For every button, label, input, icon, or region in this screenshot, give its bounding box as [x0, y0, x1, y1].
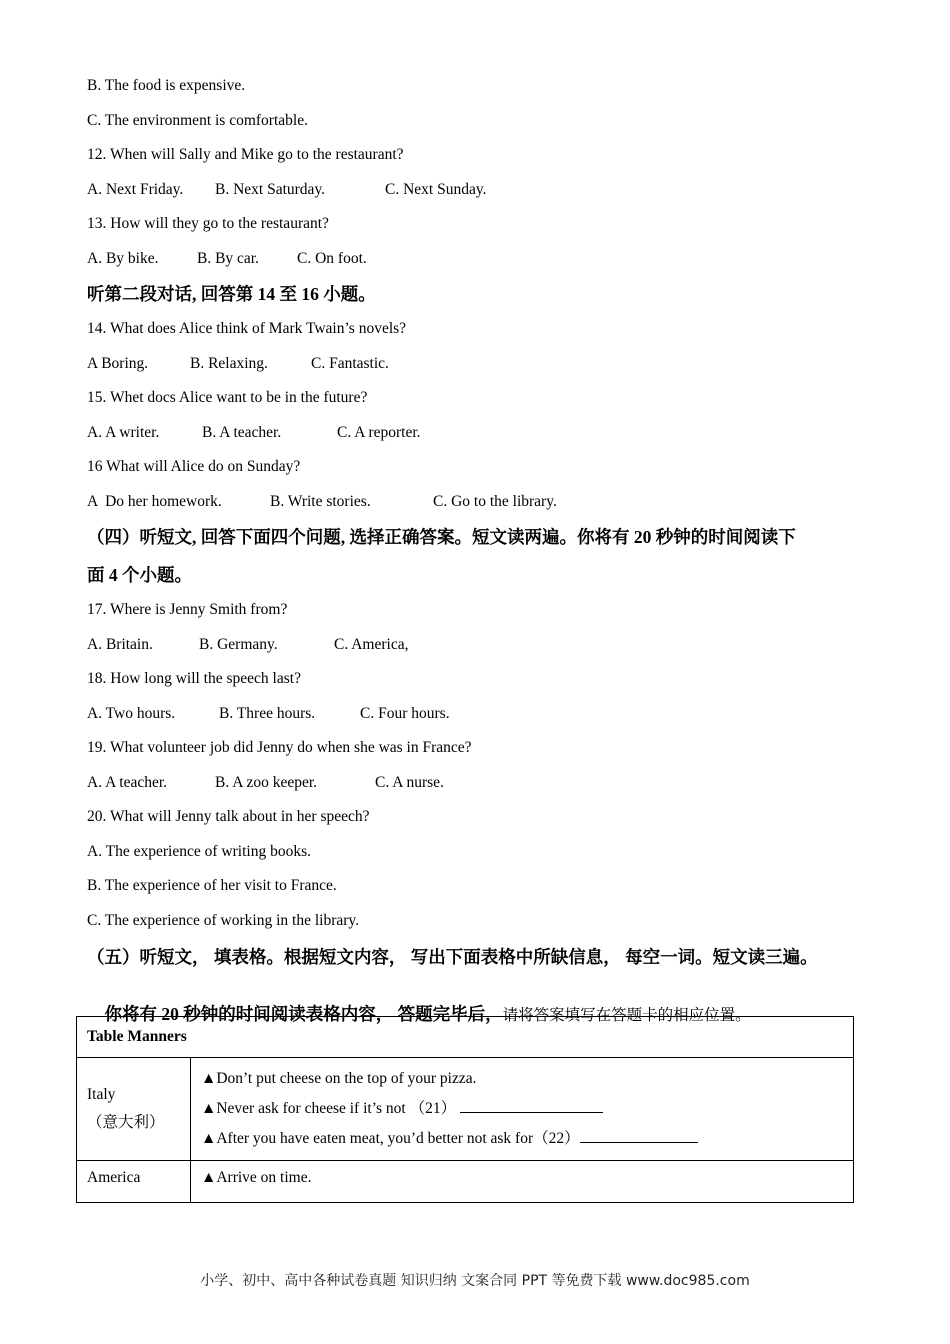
question-20: 20. What will Jenny talk about in her speech? — [87, 808, 370, 825]
rule-line: ▲Don’t put cheese on the top of your pizza. — [201, 1070, 477, 1087]
question-12: 12. When will Sally and Mike go to the restaurant? — [87, 146, 404, 163]
question-13: 13. How will they go to the restaurant? — [87, 215, 329, 232]
country-cell — [77, 1058, 191, 1161]
country-name: Italy — [87, 1086, 116, 1103]
option-a: A Boring. — [87, 355, 149, 372]
question-15: 15. Whet docs Alice want to be in the future? — [87, 389, 368, 406]
question-19: 19. What volunteer job did Jenny do when she was in France? — [87, 739, 472, 756]
option-a: A. A teacher. — [87, 774, 168, 791]
blank-22[interactable] — [580, 1128, 698, 1143]
question-17: 17. Where is Jenny Smith from? — [87, 601, 288, 618]
section-heading-2: 听第二段对话, 回答第 14 至 16 小题。 — [87, 284, 376, 304]
option-a: A. A writer. — [87, 424, 160, 441]
option-b: B. Next Saturday. — [215, 181, 326, 198]
option-a: A. Two hours. — [87, 705, 176, 722]
question-14: 14. What does Alice think of Mark Twain’s novels? — [87, 320, 407, 337]
section-5-note: 请将答案填写在答题卡的相应位置。 — [502, 1007, 751, 1024]
option-b: B. Germany. — [199, 636, 278, 653]
option-c: C. A reporter. — [337, 424, 421, 441]
table-row-america — [77, 1161, 854, 1203]
rule-line: ▲Arrive on time. — [191, 1161, 854, 1203]
page-footer: 小学、初中、高中各种试卷真题 知识归纳 文案合同 PPT 等免费下载 www.doc985.com — [200, 1273, 750, 1289]
question-18: 18. How long will the speech last? — [87, 670, 301, 687]
country-name-cn: （意大利） — [87, 1114, 165, 1131]
table-row-italy — [77, 1058, 854, 1161]
option-b: B. The experience of her visit to France. — [87, 877, 337, 894]
option-b: B. A teacher. — [202, 424, 282, 441]
option-a: A. By bike. — [87, 250, 159, 267]
table-title: Table Manners — [77, 1017, 854, 1058]
option-c: C. Four hours. — [360, 705, 450, 722]
option-c: C. Go to the library. — [433, 493, 557, 510]
option-b: B. Relaxing. — [190, 355, 268, 372]
option-c: C. America, — [334, 636, 409, 653]
option-line: B. The food is expensive. — [87, 77, 246, 94]
option-c: C. The experience of working in the library. — [87, 912, 360, 929]
section-5-instruction: 你将有 20 秒钟的时间阅读表格内容， 答题完毕后， — [104, 1004, 503, 1024]
rule-line-21: ▲Never ask for cheese if it’s not （21） — [201, 1094, 853, 1124]
option-c: C. On foot. — [297, 250, 367, 267]
option-b: B. Three hours. — [219, 705, 316, 722]
question-16: 16 What will Alice do on Sunday? — [87, 458, 301, 475]
table-manners — [76, 1016, 854, 1203]
option-a: A Do her homework. — [87, 493, 222, 510]
option-a: A. Britain. — [87, 636, 153, 653]
option-c: C. A nurse. — [375, 774, 444, 791]
option-line: C. The environment is comfortable. — [87, 112, 308, 129]
option-b: B. By car. — [197, 250, 259, 267]
option-a: A. Next Friday. — [87, 181, 184, 198]
rule-line-22: ▲After you have eaten meat, you’d better not ask for（22） — [201, 1124, 853, 1154]
rules-cell — [191, 1058, 854, 1161]
option-c: C. Fantastic. — [311, 355, 389, 372]
option-a: A. The experience of writing books. — [87, 843, 311, 860]
option-c: C. Next Sunday. — [385, 181, 487, 198]
country-name: America — [77, 1161, 191, 1203]
blank-21[interactable] — [460, 1098, 603, 1113]
section-heading-4: （四）听短文, 回答下面四个问题, 选择正确答案。短文读两遍。你将有 20 秒钟的时间阅读下 — [87, 527, 796, 547]
option-b: B. A zoo keeper. — [215, 774, 318, 791]
section-heading-4-cont: 面 4 个小题。 — [87, 565, 192, 585]
section-heading-5: （五）听短文， 填表格。根据短文内容， 写出下面表格中所缺信息， 每空一词。短文读三遍。 — [87, 947, 818, 967]
option-b: B. Write stories. — [270, 493, 371, 510]
